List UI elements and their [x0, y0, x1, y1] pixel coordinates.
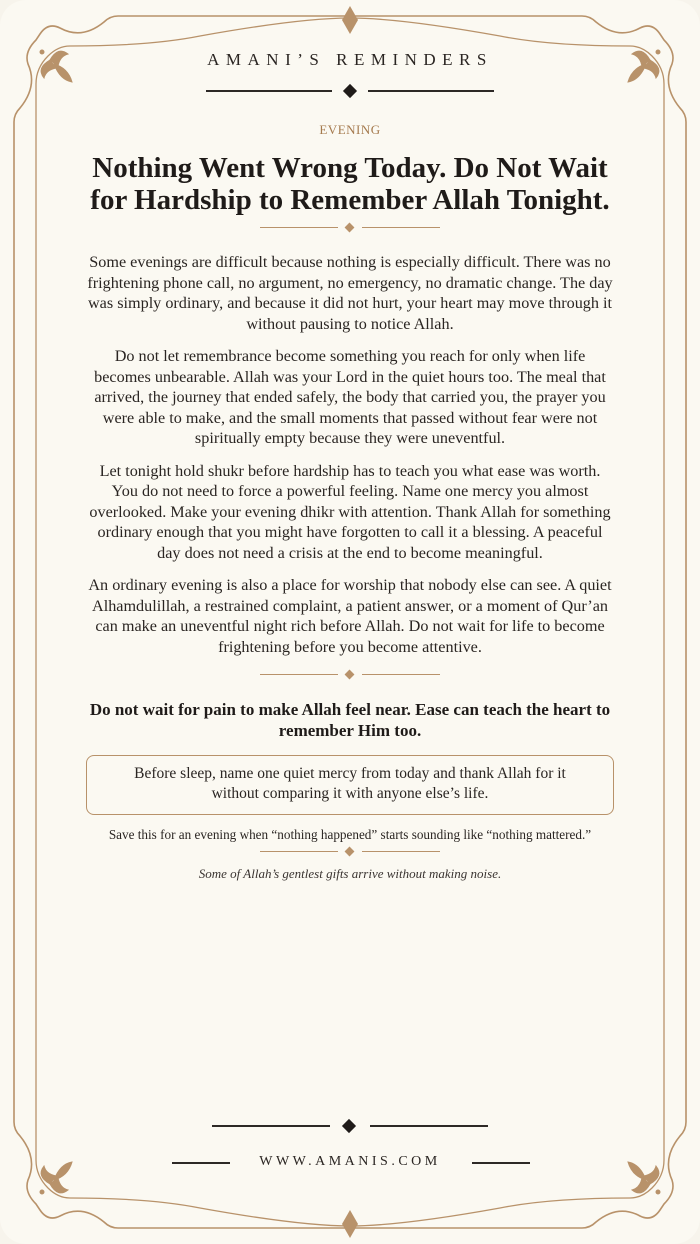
category-label: EVENING: [319, 122, 381, 137]
paragraph-4: An ordinary evening is also a place for worship that nobody else can see. A quiet Alhamdulillah, a restrained complaint, a patient answer, or a moment of Qur’an can make an uneventful night rich before Allah. Do not wait for life to become frightening before you become attentive.: [88, 576, 612, 656]
footer-rule-left: [212, 1125, 330, 1127]
paragraph-1: Some evenings are difficult because nothing is especially difficult. There was no frightening phone call, no argument, no emergency, no dramatic change. The day was simply ordinary, and because it did not hurt, your heart may move through it without pausing to notice Allah.: [87, 253, 613, 333]
header-rule-right: [368, 90, 494, 92]
divider-diamond-icon: [345, 847, 355, 857]
footer-url-rule-right: [472, 1162, 530, 1164]
save-note: Save this for an evening when “nothing happened” starts sounding like “nothing mattered.”: [108, 827, 592, 842]
header-rule-left: [206, 90, 332, 92]
website-link[interactable]: WWW.AMANIS.COM: [259, 1154, 441, 1169]
paragraph-3: Let tonight hold shukr before hardship has to teach you what ease was worth. You do not need to force a powerful feeling. Name one mercy you almost overlooked. Make your evening dhikr with attention. Thank Allah for something ordinary enough that you might have forgotten to call it a blessing. A peaceful day does not need a crisis at the end to become meaningful.: [89, 461, 611, 562]
closing-statement: Do not wait for pain to make Allah feel near. Ease can teach the heart to remember Him too.: [89, 700, 611, 740]
divider-diamond-icon: [345, 670, 355, 680]
quote-divider: [260, 844, 440, 860]
closing-divider: [260, 667, 440, 683]
paragraph-2: Do not let remembrance become something you reach for only when life becomes unbearable. Allah was your Lord in the quiet hours too. The meal that arrived, the journey that ended safely, the body that carried you, the prayer you were able to make, and the small moments that passed without fear were not spiritually empty because they were uneventful.: [94, 347, 606, 447]
closing-quote: Some of Allah’s gentlest gifts arrive without making noise.: [198, 866, 502, 881]
reminder-content: [86, 120, 614, 882]
action-box: Before sleep, name one quiet mercy from today and thank Allah for it without comparing it with anyone else’s life.: [86, 755, 614, 815]
divider-diamond-icon: [345, 223, 355, 233]
title-divider: [260, 220, 440, 236]
footer-rule-right: [370, 1125, 488, 1127]
reminder-title: Nothing Went Wrong Today. Do Not Wait for Hardship to Remember Allah Tonight.: [90, 152, 610, 216]
brand-title: AMANI’S REMINDERS: [207, 50, 493, 69]
